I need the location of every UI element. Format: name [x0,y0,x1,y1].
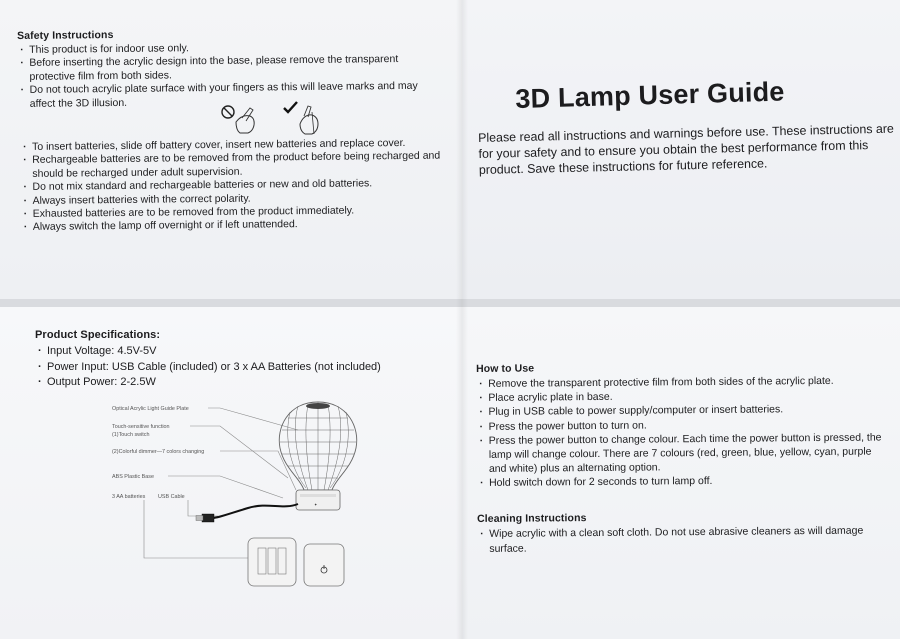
specifications-list [35,344,455,391]
usb-cable [196,504,298,522]
specifications-section [35,329,455,391]
how-to-item: · Press the power button to change colour. Each time the power button is pressed, the lamp will change colour. There are 7 colours (red, green, blue, yellow, cyan, purple and white) plus an alternating option. [477,430,889,476]
how-to-item: · Place acrylic plate in base. [476,388,888,406]
safety-item: · Do not touch acrylic plate surface with your fingers as this will leave marks and may affect the 3D illusion. [18,80,438,111]
svg-text:✦: ✦ [314,502,318,507]
cleaning-list [477,523,889,556]
safety-item: · Rechargeable batteries are to be removed from the product before being recharged and should be recharged under adult supervision. [20,150,440,181]
battery-safety-section [20,137,441,235]
lamp-diagram [108,398,408,598]
check-hand-icon [284,102,318,134]
diagram-label-dimmer: (2)Colorful dimmer—7 colors changing [112,449,205,455]
safety-section [17,26,438,111]
safety-item: · This product is for indoor use only. [17,40,437,58]
page-gap [0,299,900,307]
diagram-label-plate: Optical Acrylic Light Guide Plate [112,406,189,412]
power-button-view [304,544,344,586]
how-to-use-heading: How to Use [476,362,535,375]
diagram-label-usb: USB Cable [158,494,185,500]
spec-item: · Input Voltage: 4.5V-5V [35,344,455,360]
how-to-item: · Hold switch down for 2 seconds to turn lamp off. [477,473,889,491]
no-touch-icon [222,106,254,133]
battery-compartment-view [248,538,296,586]
spec-item: · Power Input: USB Cable (included) or 3 x AA Batteries (not included) [35,360,455,376]
safety-item: · Exhausted batteries are to be removed from the product immediately. [21,204,441,222]
diagram-label-touch-switch: (1)Touch switch [112,432,150,438]
cleaning-heading: Cleaning Instructions [477,512,587,525]
diagram-label-touch: Touch-sensitive function [112,424,170,430]
safety-item: · Always switch the lamp off overnight or if left unattended. [21,217,441,235]
specifications-heading: Product Specifications: [35,329,161,341]
safety-item: · Always insert batteries with the correct polarity. [21,190,441,208]
how-to-use-list [476,373,889,490]
acrylic-bulb-plate [279,402,356,490]
safety-heading: Safety Instructions [17,28,114,42]
touch-warning-icons [218,100,328,140]
how-to-use-section [476,359,889,490]
guide-title: 3D Lamp User Guide [515,76,785,114]
spec-item: · Output Power: 2-2.5W [35,375,455,391]
safety-item: · Before inserting the acrylic design into the base, please remove the transparent protective film from both sides. [17,53,437,84]
cleaning-item: · Wipe acrylic with a clean soft cloth. Do not use abrasive cleaners as will damage surface. [477,523,889,556]
safety-item: · To insert batteries, slide off battery cover, insert new batteries and replace cover. [20,137,440,155]
diagram-label-batteries: 3 AA batteries [112,494,146,500]
cleaning-section [477,509,889,556]
guide-intro: Please read all instructions and warnings before use. These instructions are for your safety and to ensure you obtain the best performance from this product. Save these instructions for future reference. [478,121,895,177]
lamp-base [296,490,340,510]
safety-list-b [20,137,441,235]
leader-lines [144,408,298,558]
how-to-item: · Plug in USB cable to power supply/computer or insert batteries. [476,402,888,420]
diagram-label-base: ABS Plastic Base [112,474,154,480]
center-fold [456,0,468,639]
safety-item: · Do not mix standard and rechargeable batteries or new and old batteries. [20,177,440,195]
how-to-item: · Remove the transparent protective film from both sides of the acrylic plate. [476,373,888,391]
how-to-item: · Press the power button to turn on. [476,416,888,434]
